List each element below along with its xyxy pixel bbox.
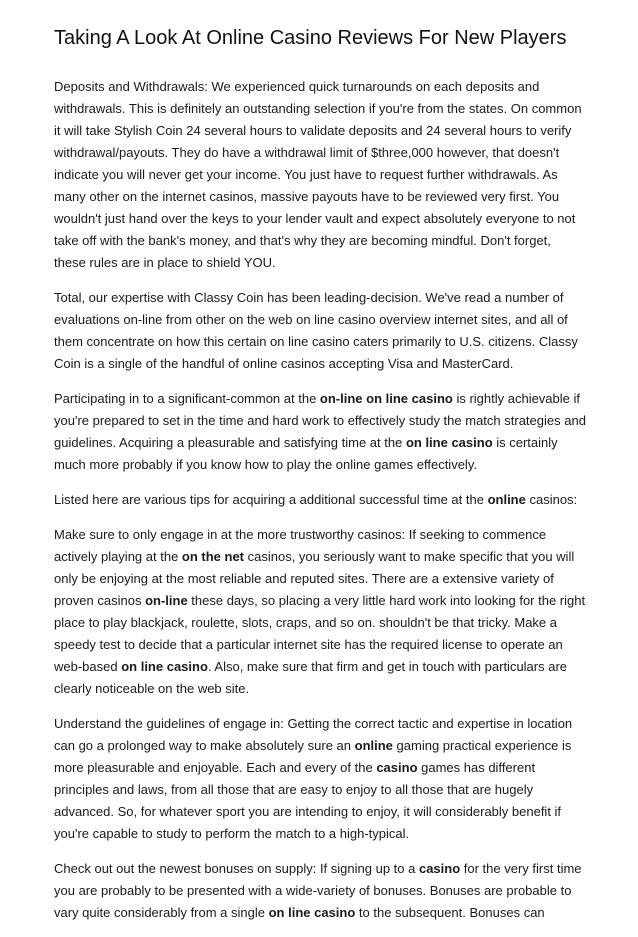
document-body: [54, 76, 586, 924]
paragraph-text: is certainly much more probably if you know how to play the online games effectively.: [54, 435, 558, 472]
paragraph: [54, 489, 586, 511]
paragraph-text: casinos, you seriously want to make specific that you will only be enjoying at the most reliable and reputed sites. There are a extensive variety of proven casinos: [54, 549, 575, 608]
paragraph-text: casinos:: [525, 492, 578, 507]
paragraph-text: Deposits and Withdrawals: We experienced quick turnarounds on each deposits and withdrawals. This is definitely an outstanding selection if you're from the states. On common it will take Stylish Coin 24 several hours to validate deposits and 24 several hours to verify withdrawal/payouts. They do have a withdrawal limit of $three,000 however, that doesn't indicate you will never get your income. You just have to request further withdrawals. As many other on the internet casinos, massive payouts have to be reviewed very first. You wouldn't just hand over the keys to your lender vault and expect absolutely everyone to not take off with the bank's money, and that's why they are becoming mindful. Don't forget, these rules are in place to shield YOU.: [54, 79, 582, 270]
bold-keyword: casino: [418, 861, 461, 876]
paragraph-text: . Also, make sure that firm and get in touch with particulars are clearly noticeable on the web site.: [54, 659, 568, 696]
paragraph: [54, 388, 586, 476]
paragraph-text: Make sure to only engage in at the more trustworthy casinos: If seeking to commence actively playing at the: [54, 527, 547, 564]
paragraph-text: Listed here are various tips for acquiring a additional successful time at the: [54, 492, 488, 507]
paragraph-text: Check out out the newest bonuses on supply: If signing up to a: [54, 861, 419, 876]
paragraph-text: Participating in to a significant-common at the: [54, 391, 320, 406]
paragraph-text: games has different principles and laws, from all those that are easy to enjoy to all those that are hugely advanced. So, for whatever sport you are intending to enjoy, it will considerably benefit if you're capable to study to perform the match to a high-typical.: [54, 760, 562, 841]
paragraph-text: Total, our expertise with Classy Coin has been leading-decision. We've read a number of evaluations on-line from other on the web on line casino overview internet sites, and all of them concentrate on how this certain on line casino caters primarily to U.S. citizens. Classy Coin is a single of the handful of online casinos accepting Visa and MasterCard.: [54, 290, 578, 371]
paragraph-text: Understand the guidelines of engage in: Getting the correct tactic and expertise in location can go a prolonged way to make absolutely sure an: [54, 716, 573, 753]
paragraph-text: to the subsequent. Bonuses can: [355, 905, 545, 920]
bold-keyword: on-line on line casino: [319, 391, 453, 406]
bold-keyword: on the net: [181, 549, 245, 564]
paragraph-text: is rightly achievable if you're prepared to set in the time and hard work to effectively study the match strategies and guidelines. Acquiring a pleasurable and satisfying time at the: [54, 391, 586, 450]
bold-keyword: online: [487, 492, 526, 507]
document-title: Taking A Look At Online Casino Reviews For New Players: [54, 27, 567, 49]
paragraph-text: gaming practical experience is more pleasurable and enjoyable. Each and every of the: [54, 738, 572, 775]
bold-keyword: casino: [376, 760, 418, 775]
bold-keyword: online: [354, 738, 393, 753]
bold-keyword: on-line: [145, 593, 188, 608]
paragraph: [54, 713, 586, 845]
document-page: [54, 26, 586, 937]
bold-keyword: on line casino: [405, 435, 493, 450]
paragraph: [54, 858, 586, 924]
bold-keyword: on line casino: [121, 659, 208, 674]
paragraph: [54, 524, 586, 700]
paragraph: [54, 287, 586, 375]
paragraph-text: for the very first time you are probably to be presented with a wide-variety of bonuses. Bonuses are probable to vary quite considerably from a single: [54, 861, 582, 920]
bold-keyword: on line casino: [268, 905, 356, 920]
paragraph: [54, 76, 586, 274]
paragraph-text: these days, so placing a very little hard work into looking for the right place to play blackjack, roulette, slots, craps, and so on. shouldn't be that tricky. Make a speedy test to decide that a particular internet site has the required license to operate an web-based: [54, 593, 586, 674]
